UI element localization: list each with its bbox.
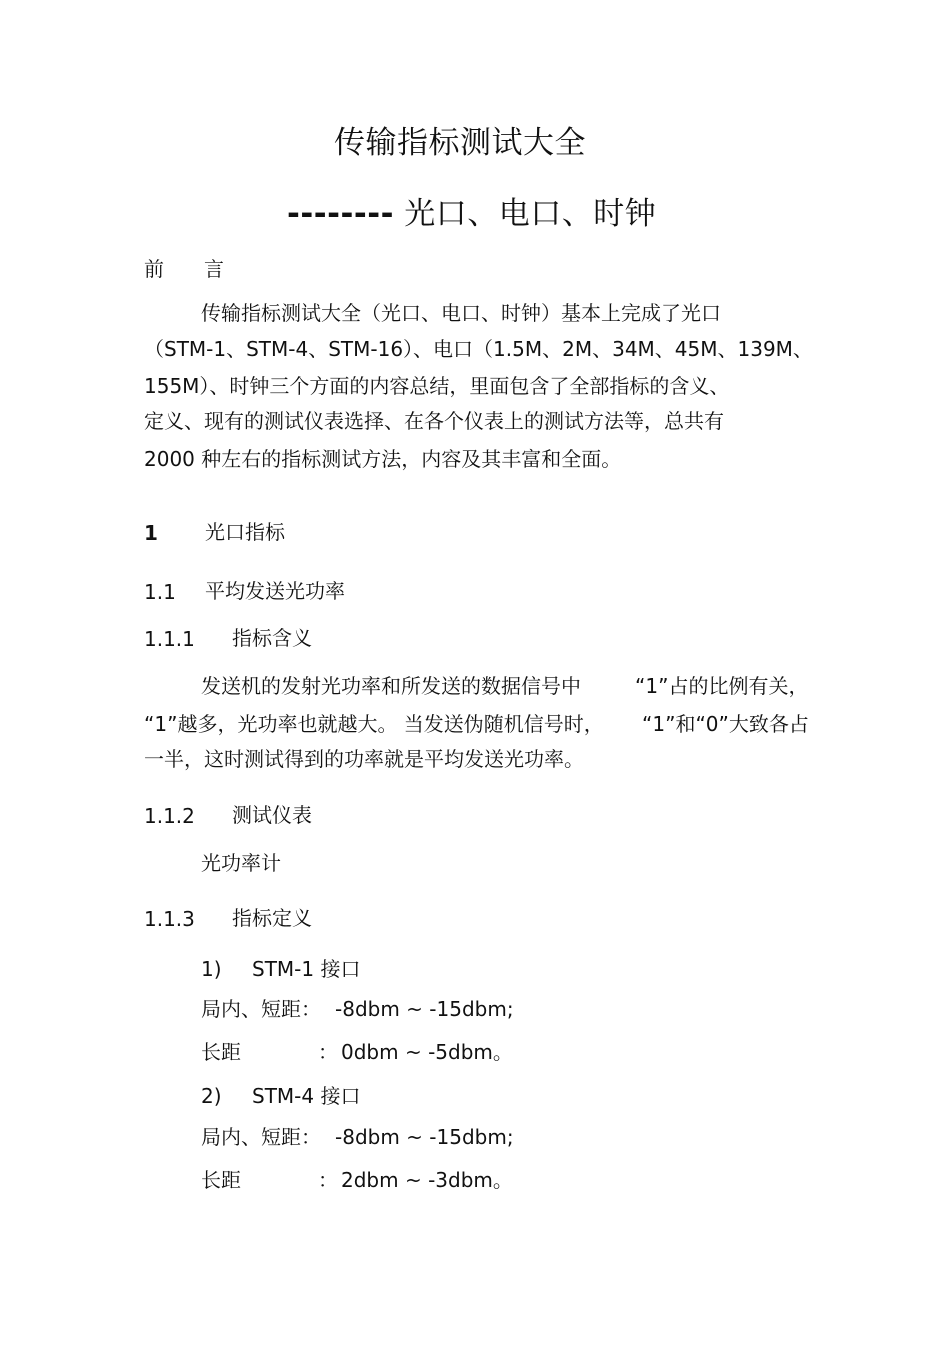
definition-2-short-label: 局内、短距： xyxy=(201,1125,321,1149)
document-subtitle xyxy=(287,196,657,232)
definition-2-number: 2) xyxy=(201,1084,222,1108)
definition-2-long-label: 长距 xyxy=(201,1168,241,1192)
meaning-line-1a: 发送机的发射光功率和所发送的数据信号中 xyxy=(201,674,581,698)
meaning-line-1b: “1”占的比例有关， xyxy=(635,674,809,698)
section-1-1-number: 1.1 xyxy=(144,580,176,604)
intro-line-5: 2000 种左右的指标测试方法，内容及其丰富和全面。 xyxy=(144,447,622,471)
subtitle-dash: -------- xyxy=(287,196,394,232)
definition-1-short-label: 局内、短距： xyxy=(201,997,321,1021)
document-title: 传输指标测试大全 xyxy=(334,125,586,161)
preface-label-first: 前 xyxy=(144,257,164,281)
preface-label-second: 言 xyxy=(204,257,224,281)
intro-line-3: 155M）、时钟三个方面的内容总结，里面包含了全部指标的含义、 xyxy=(144,374,730,398)
test-instrument-name: 光功率计 xyxy=(201,851,281,875)
meaning-line-2a: “1”越多，光功率也就越大。 当发送伪随机信号时， xyxy=(144,712,604,736)
definition-1-name: STM-1 接口 xyxy=(252,957,361,981)
meaning-line-3: 一半，这时测试得到的功率就是平均发送光功率。 xyxy=(144,747,584,771)
section-1-number: 1 xyxy=(144,521,158,545)
section-1-1-1-title: 指标含义 xyxy=(232,626,312,650)
definition-2-long-value: 2dbm ~ -3dbm。 xyxy=(341,1168,513,1192)
section-1-1-3-number: 1.1.3 xyxy=(144,907,195,931)
definition-2-short-value: -8dbm ~ -15dbm; xyxy=(335,1125,514,1149)
definition-2-long-colon: ： xyxy=(318,1168,338,1192)
definition-1-number: 1) xyxy=(201,957,222,981)
section-1-1-title: 平均发送光功率 xyxy=(205,579,345,603)
definition-1-long-value: 0dbm ~ -5dbm。 xyxy=(341,1040,513,1064)
section-1-title: 光口指标 xyxy=(205,520,285,544)
definition-1-long-colon: ： xyxy=(318,1040,338,1064)
definition-2-name: STM-4 接口 xyxy=(252,1084,361,1108)
intro-line-4: 定义、现有的测试仪表选择、在各个仪表上的测试方法等，总共有 xyxy=(144,409,724,433)
meaning-line-2b: “1”和“0”大致各占 xyxy=(642,712,809,736)
section-1-1-2-number: 1.1.2 xyxy=(144,804,195,828)
section-1-1-1-number: 1.1.1 xyxy=(144,627,195,651)
subtitle-text: 光口、电口、时钟 xyxy=(404,196,657,232)
definition-1-long-label: 长距 xyxy=(201,1040,241,1064)
definition-1-short-value: -8dbm ~ -15dbm; xyxy=(335,997,514,1021)
section-1-1-3-title: 指标定义 xyxy=(232,906,312,930)
section-1-1-2-title: 测试仪表 xyxy=(232,803,312,827)
intro-line-2: （STM-1、STM-4、STM-16）、电口（1.5M、2M、34M、45M、139M、 xyxy=(144,337,813,361)
intro-line-1: 传输指标测试大全（光口、电口、时钟）基本上完成了光口 xyxy=(201,301,721,325)
